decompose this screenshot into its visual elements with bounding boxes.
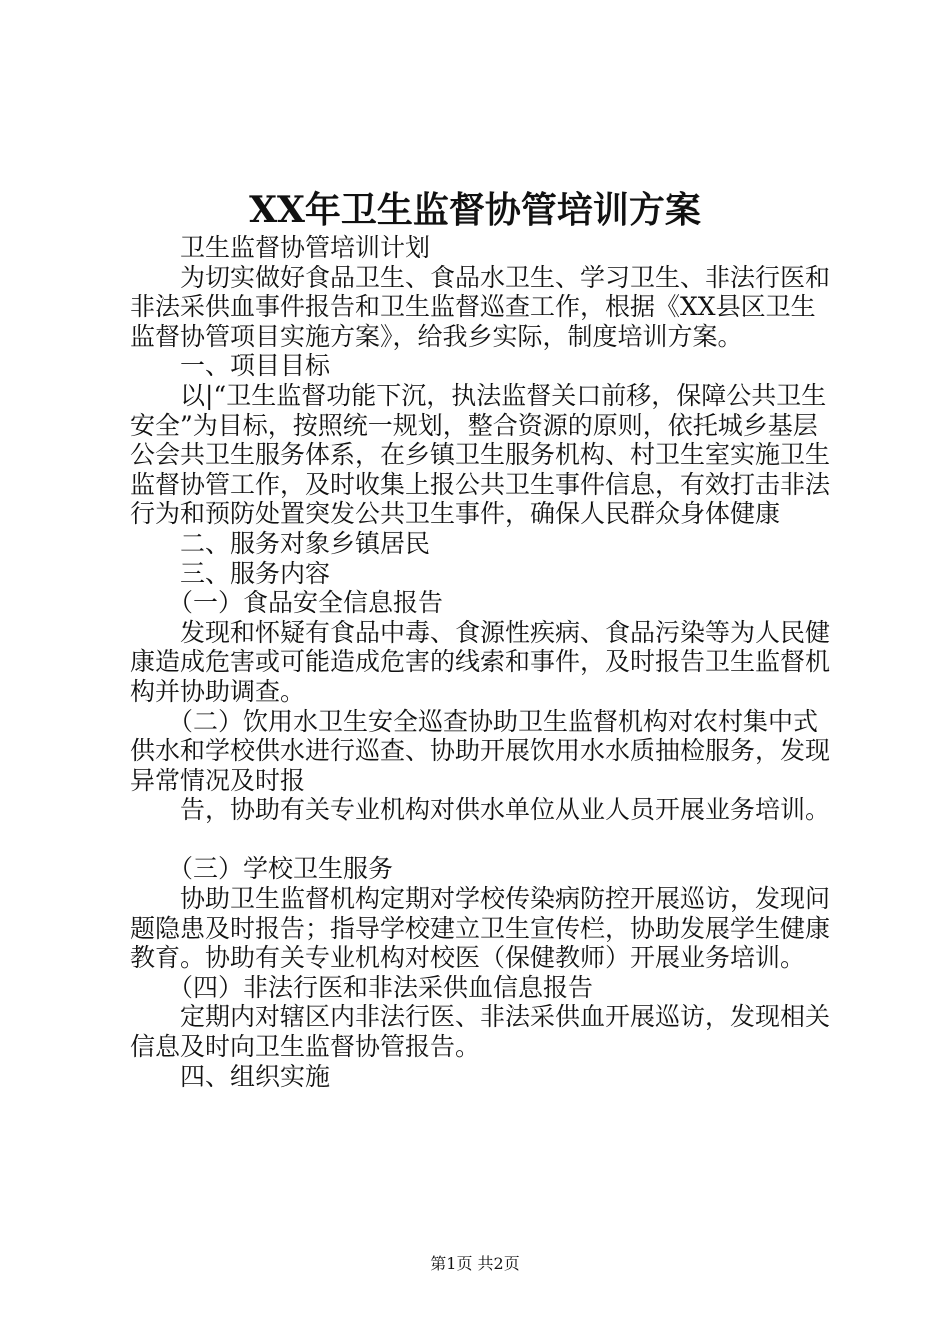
document-body bbox=[130, 233, 835, 1091]
paragraph-objective: 以|“卫生监督功能下沉，执法监督关口前移，保障公共卫生安全”为目标，按照统一规划，整合资源的原则，依托城乡基层公会共卫生服务体系，在乡镇卫生服务机构、村卫生室实施卫生监督协管工作，及时收集上报公共卫生事件信息，有效打击非法行为和预防处置突发公共卫生事件，确保人民群众身体健康 bbox=[130, 380, 831, 529]
paragraph-food-safety: 发现和怀疑有食品中毒、食源性疾病、食品污染等为人民健康造成危害或可能造成危害的线索和事件，及时报告卫生监督机构并协助调查。 bbox=[130, 617, 831, 706]
subheading-food-safety: （一）食品安全信息报告 bbox=[168, 588, 444, 618]
section-heading-content: 三、服务内容 bbox=[180, 558, 331, 588]
section-heading-target: 二、服务对象乡镇居民 bbox=[180, 528, 431, 558]
section-heading-objective: 一、项目目标 bbox=[180, 351, 331, 381]
paragraph-water-training: 告，协助有关专业机构对供水单位从业人员开展业务培训。 bbox=[180, 795, 831, 825]
document-title: XX年卫生监督协管培训方案 bbox=[249, 189, 701, 231]
section-heading-implementation: 四、组织实施 bbox=[180, 1061, 331, 1091]
subheading-illegal-practice: （四）非法行医和非法采供血信息报告 bbox=[168, 972, 594, 1002]
paragraph-intro: 为切实做好食品卫生、食品水卫生、学习卫生、非法行医和非法采供血事件报告和卫生监督巡查工作，根据《XX县区卫生监督协管项目实施方案》，给我乡实际，制度培训方案。 bbox=[130, 262, 831, 351]
paragraph-plan-heading: 卫生监督协管培训计划 bbox=[180, 233, 431, 262]
page-footer: 第1页 共2页 bbox=[430, 1254, 520, 1273]
subheading-school-health: （三）学校卫生服务 bbox=[168, 854, 394, 884]
paragraph-water-safety: （二）饮用水卫生安全巡查协助卫生监督机构对农村集中式供水和学校供水进行巡查、协助开展饮用水水质抽检服务，发现异常情况及时报 bbox=[130, 706, 831, 795]
paragraph-illegal-practice: 定期内对辖区内非法行医、非法采供血开展巡访，发现相关信息及时向卫生监督协管报告。 bbox=[130, 1002, 831, 1062]
paragraph-school-health: 协助卫生监督机构定期对学校传染病防控开展巡访，发现问题隐患及时报告；指导学校建立卫生宣传栏，协助发展学生健康教育。协助有关专业机构对校医（保健教师）开展业务培训。 bbox=[130, 884, 831, 973]
